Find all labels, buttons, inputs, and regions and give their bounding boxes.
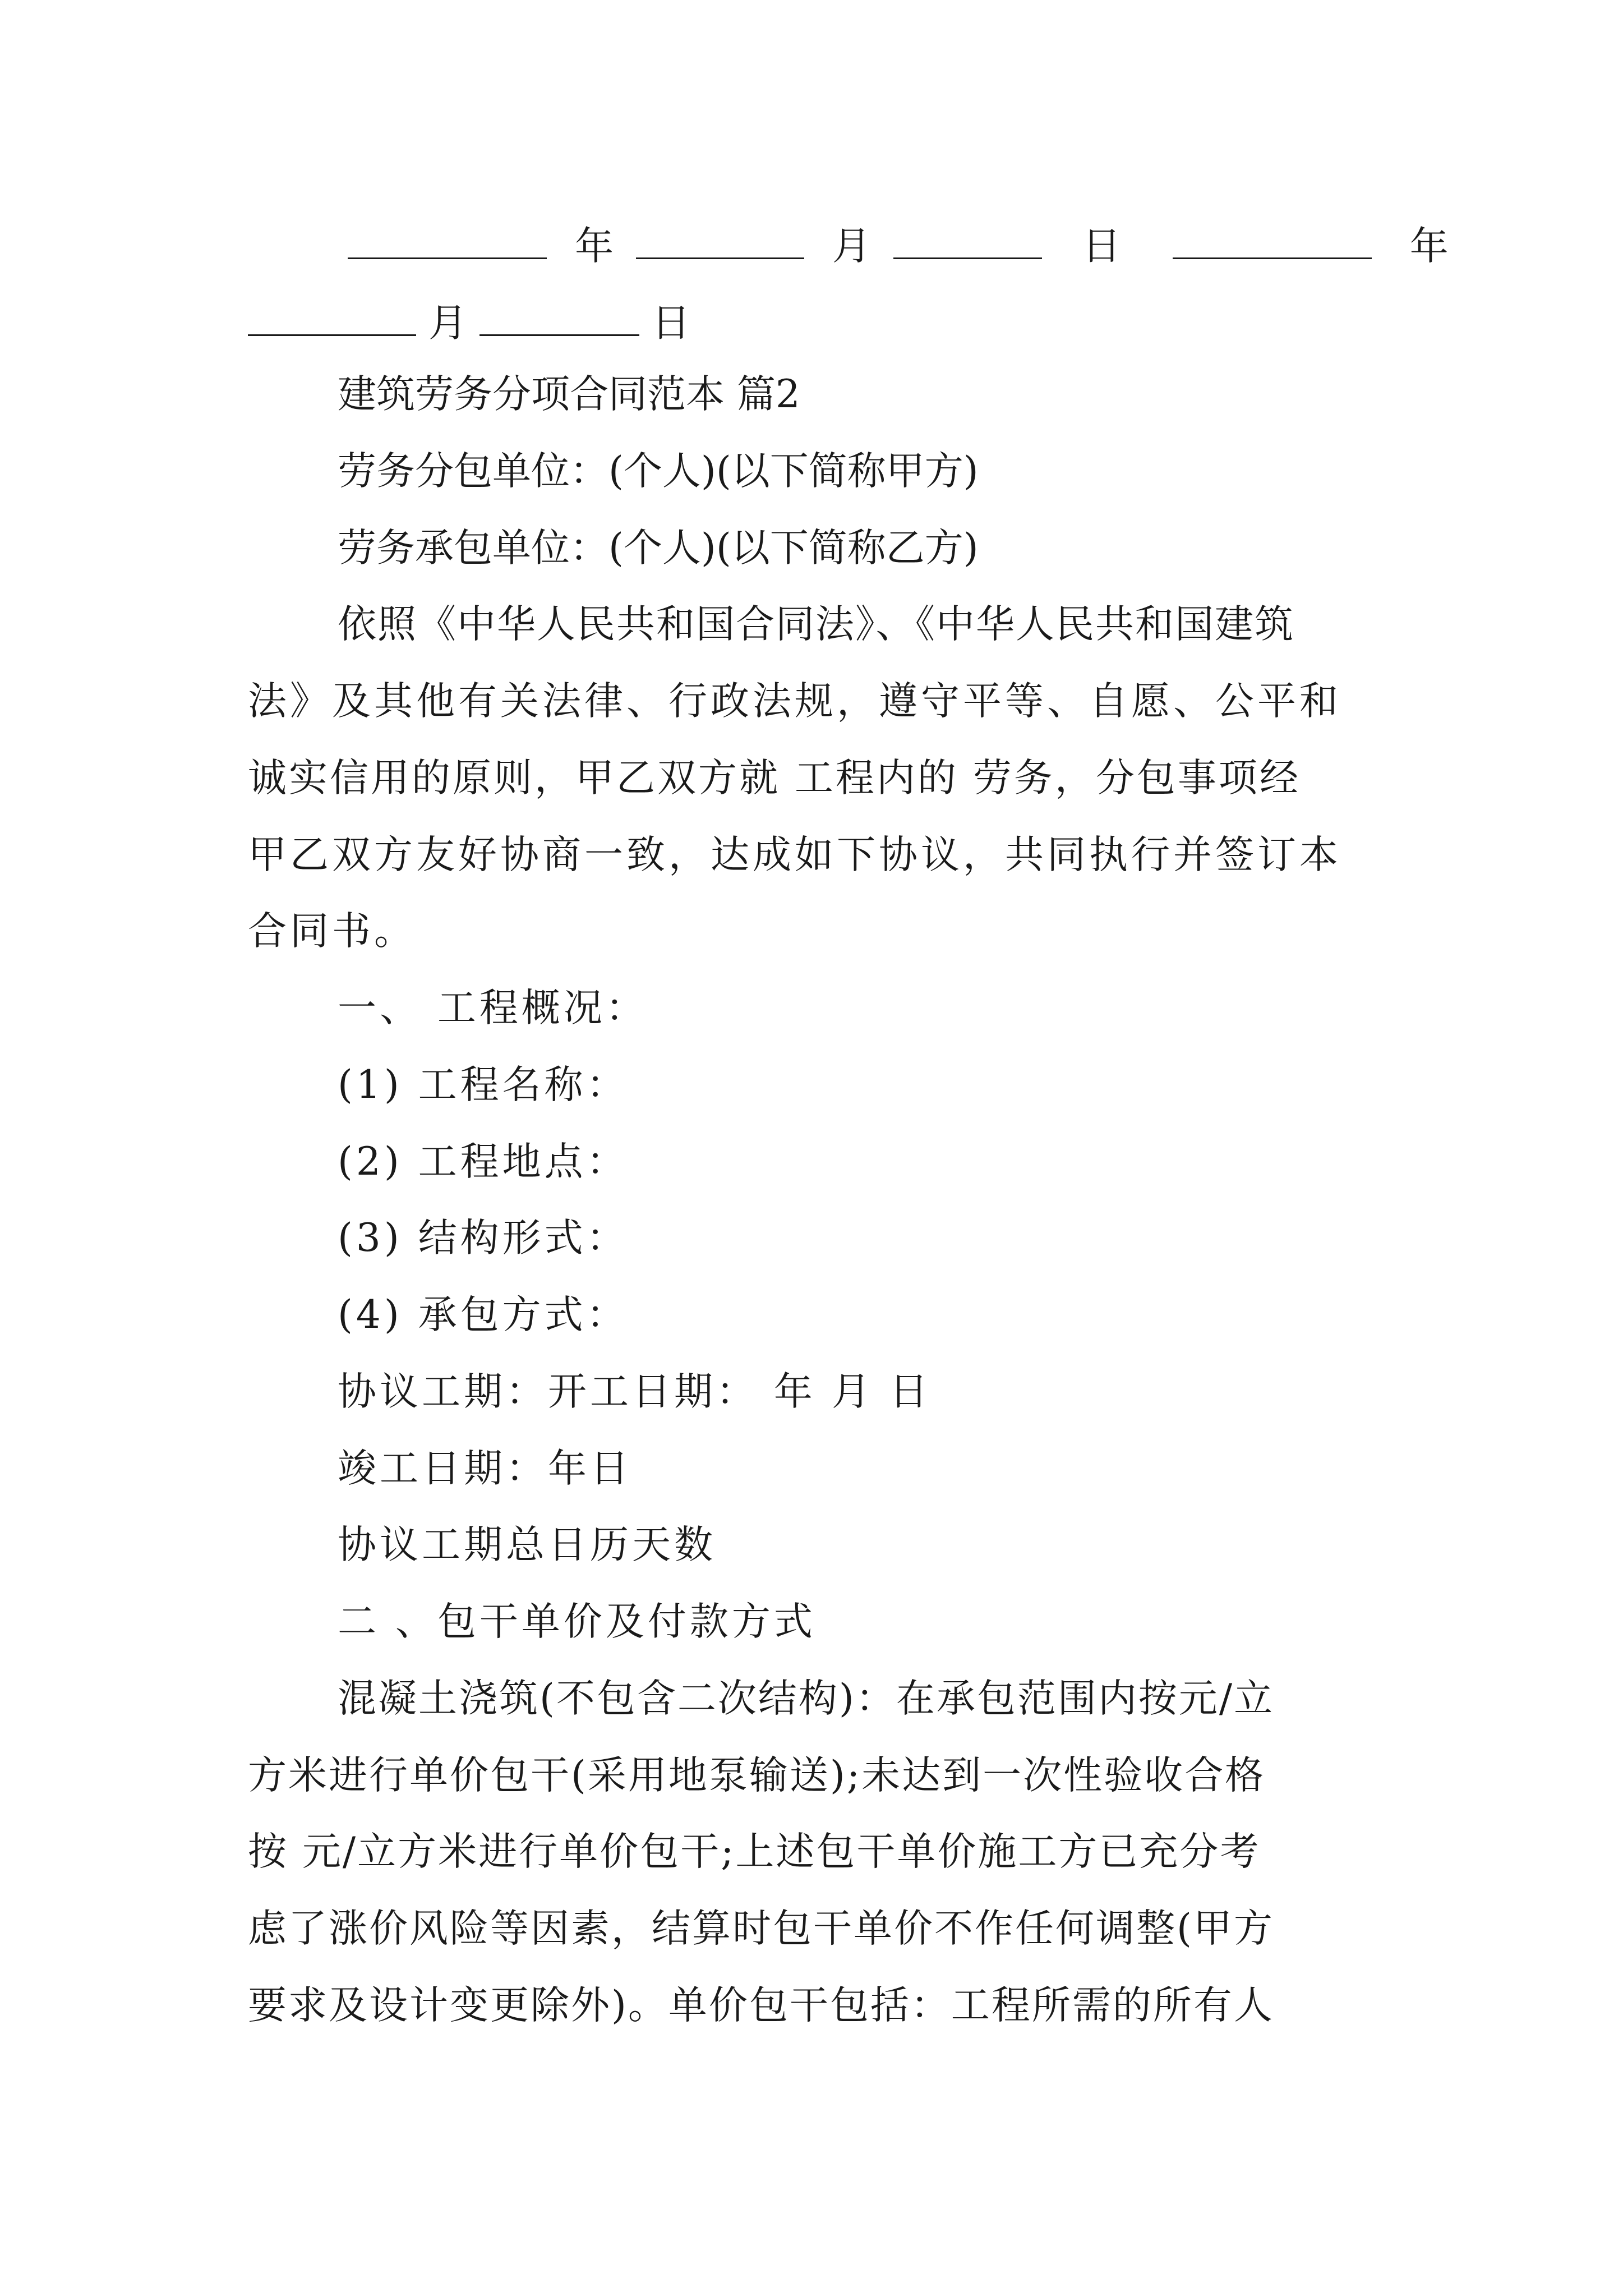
month-label-2: 月 bbox=[428, 301, 467, 346]
month-label-1: 月 bbox=[832, 224, 871, 269]
month-blank-1 bbox=[636, 223, 804, 259]
day-label-2: 日 bbox=[651, 301, 690, 346]
schedule-total: 协议工期总日历天数 bbox=[338, 1522, 716, 1567]
section1-item-4: (4) 承包方式： bbox=[338, 1292, 629, 1337]
year-label-2: 年 bbox=[1409, 224, 1449, 269]
intro-line-3: 诚实信用的原则，甲乙双方就 工程内的 劳务，分包事项经 bbox=[248, 756, 1301, 800]
section1-item-2: (2) 工程地点： bbox=[338, 1139, 629, 1184]
intro-line-2: 法》及其他有关法律、行政法规，遵守平等、自愿、公平和 bbox=[248, 679, 1341, 724]
section2-line-3: 按 元/立方米进行单价包干;上述包干单价施工方已充分考 bbox=[248, 1829, 1261, 1874]
date-line-2 bbox=[248, 300, 690, 346]
year-blank-2 bbox=[1173, 223, 1372, 259]
section1-item-3: (3) 结构形式： bbox=[338, 1216, 629, 1260]
date-line-1 bbox=[348, 223, 1449, 269]
section2-line-4: 虑了涨价风险等因素，结算时包干单价不作任何调整(甲方 bbox=[248, 1906, 1274, 1951]
schedule-end: 竣工日期：年日 bbox=[338, 1446, 632, 1491]
party-a: 劳务分包单位：(个人)(以下简称甲方) bbox=[338, 449, 979, 494]
month-blank-2 bbox=[248, 300, 416, 336]
section1-item-1: (1) 工程名称： bbox=[338, 1062, 629, 1107]
party-b: 劳务承包单位：(个人)(以下简称乙方) bbox=[338, 526, 979, 570]
day-label-1: 日 bbox=[1082, 224, 1121, 269]
contract-heading: 建筑劳务分项合同范本 篇2 bbox=[338, 372, 800, 417]
section1-title: 一、 工程概况： bbox=[338, 986, 648, 1030]
schedule-start: 协议工期：开工日期： 年 月 日 bbox=[338, 1369, 932, 1414]
intro-line-1: 依照《中华人民共和国合同法》、《中华人民共和国建筑 bbox=[338, 602, 1294, 647]
intro-line-4: 甲乙双方友好协商一致，达成如下协议，共同执行并签订本 bbox=[248, 832, 1341, 877]
section2-title: 二 、包干单价及付款方式 bbox=[338, 1599, 816, 1644]
section2-line-1: 混凝土浇筑(不包含二次结构)：在承包范围内按元/立 bbox=[338, 1676, 1275, 1721]
year-blank-1 bbox=[348, 223, 547, 259]
intro-line-5: 合同书。 bbox=[248, 909, 416, 954]
day-blank-1 bbox=[893, 223, 1042, 259]
year-label-1: 年 bbox=[574, 224, 614, 269]
section2-line-2: 方米进行单价包干(采用地泵输送);未达到一次性验收合格 bbox=[248, 1753, 1266, 1798]
day-blank-2 bbox=[479, 300, 639, 336]
section2-line-5: 要求及设计变更除外)。单价包干包括：工程所需的所有人 bbox=[248, 1983, 1274, 2028]
